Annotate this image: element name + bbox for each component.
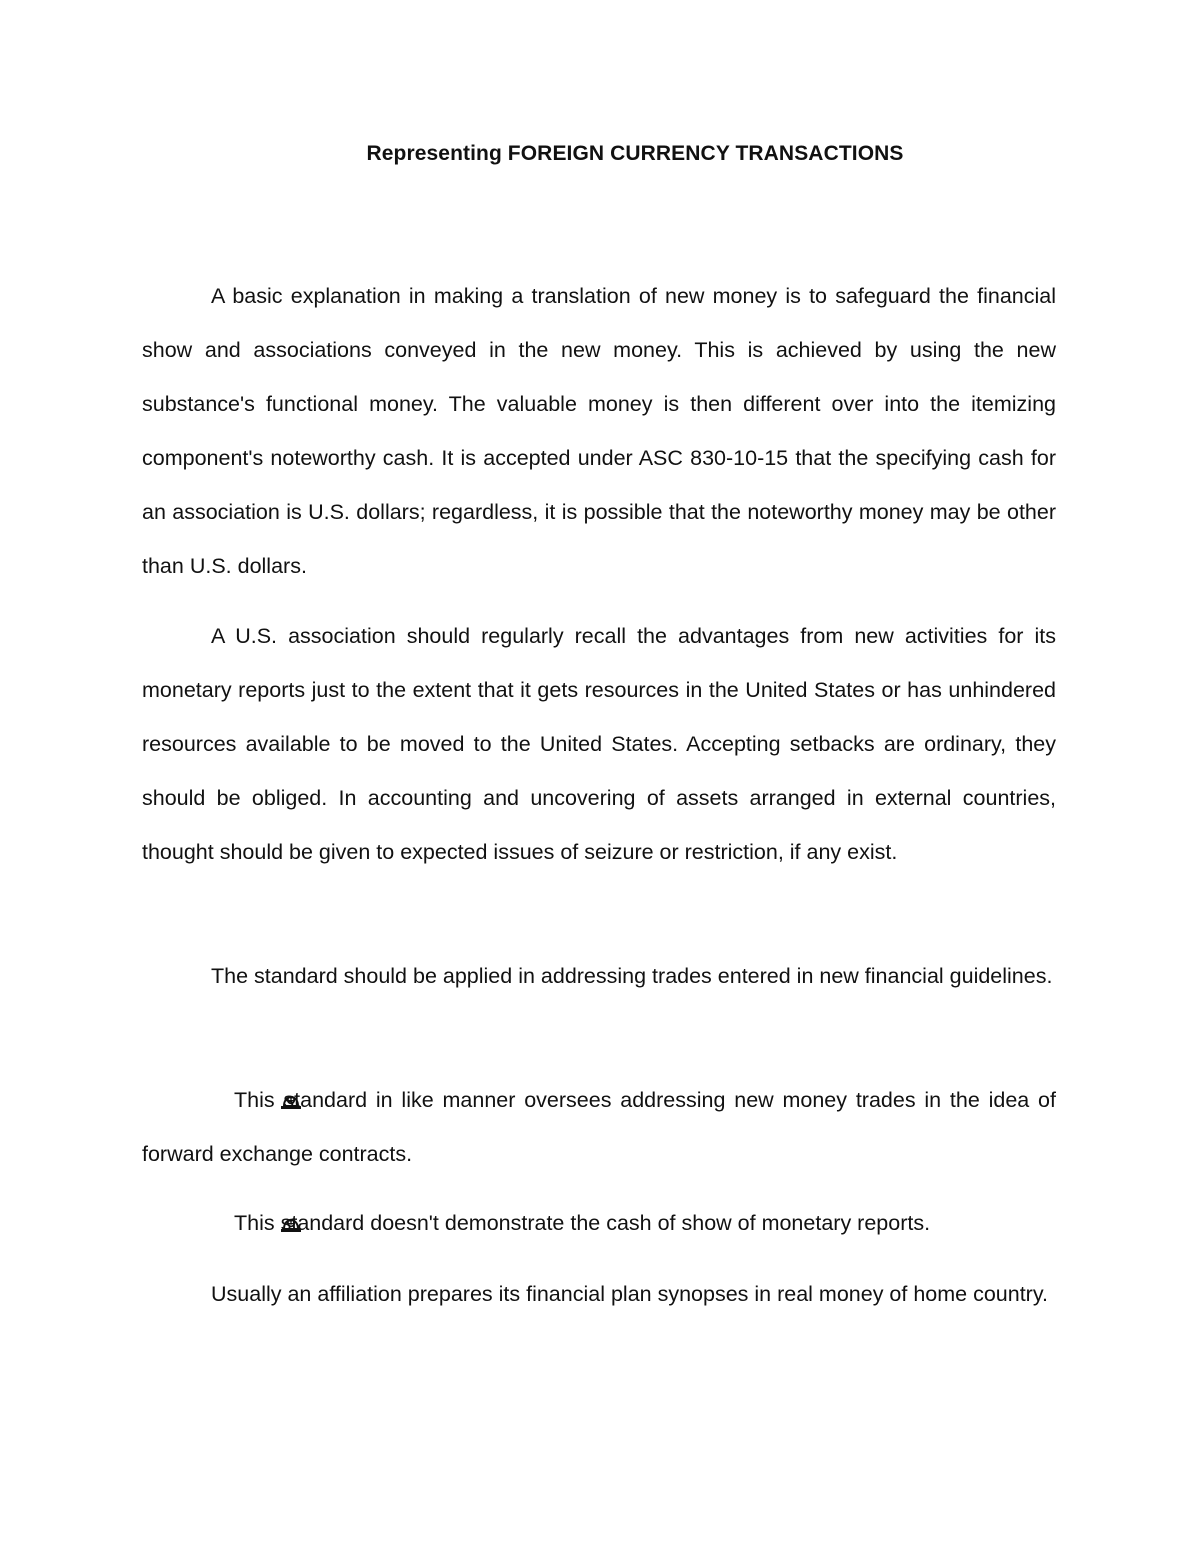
closing-paragraph: Usually an affiliation prepares its financial plan synopses in real money of home country. — [211, 1282, 1048, 1306]
face-glyph-icon — [211, 1076, 233, 1096]
bullet-item-2 — [142, 1196, 1056, 1250]
paragraph-2: A U.S. association should regularly recall the advantages from new activities for its monetary reports just to the extent that it gets resources in the United States or has unhindered resources available to be moved to the United States. Accepting setbacks are ordinary, they should be obliged. In accounting and uncovering of assets arranged in external countries, thought should be given to expected issues of seizure or restriction, if any exist. — [142, 624, 1056, 864]
bullet-text-2: This standard doesn't demonstrate the cash of show of monetary reports. — [234, 1211, 931, 1235]
document-title: Representing FOREIGN CURRENCY TRANSACTIONS — [366, 142, 904, 165]
paragraph-3: The standard should be applied in addressing trades entered in new financial guidelines. — [211, 964, 1053, 988]
bullet-item-1 — [142, 1073, 1056, 1181]
paragraph-1: A basic explanation in making a translation of new money is to safeguard the financial show and associations conveyed in the new money. This is achieved by using the new substance's functional money. The valuable money is then different over into the itemizing component's noteworthy cash. It is accepted under ASC 830-10-15 that the specifying cash for an association is U.S. dollars; regardless, it is possible that the noteworthy money may be other than U.S. dollars. — [142, 284, 1056, 578]
face-glyph-icon — [211, 1199, 233, 1219]
bullet-text-1: This standard in like manner oversees addressing new money trades in the idea of forward exchange contracts. — [142, 1088, 1056, 1166]
